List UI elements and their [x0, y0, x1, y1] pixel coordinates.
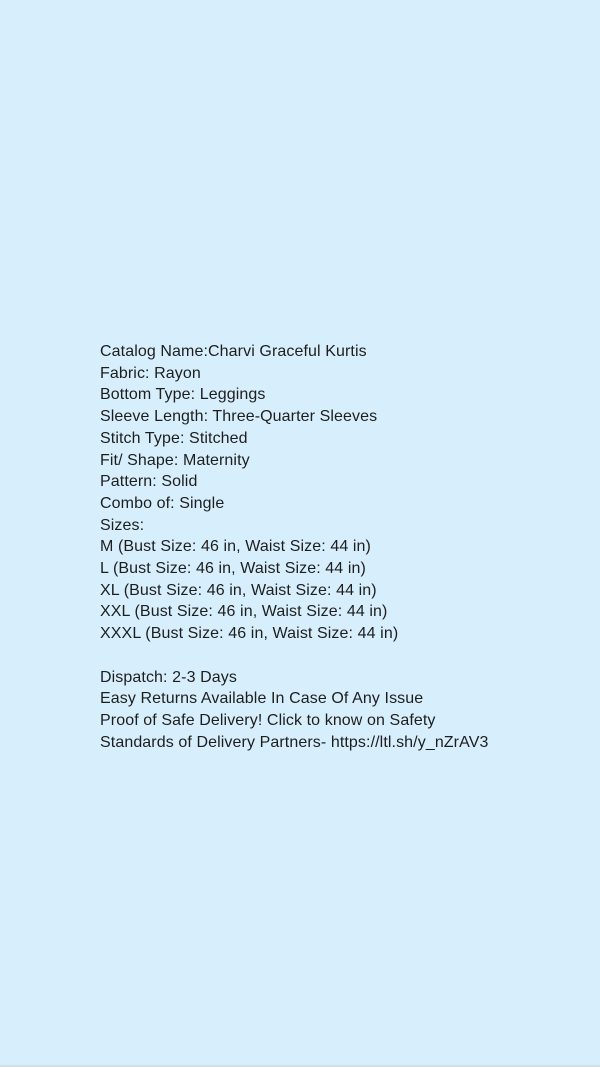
catalog-name-line: Catalog Name:Charvi Graceful Kurtis — [100, 343, 367, 360]
stitch-type-line: Stitch Type: Stitched — [100, 429, 248, 447]
bottom-type-line: Bottom Type: Leggings — [100, 386, 266, 404]
safety-link-line: Standards of Delivery Partners- https://ltl.sh/y_nZrAV3 — [100, 733, 489, 751]
sizes-heading-line: Sizes: — [100, 516, 145, 534]
fabric-line: Fabric: Rayon — [100, 364, 201, 382]
product-description-block — [100, 341, 570, 753]
fit-shape-line: Fit/ Shape: Maternity — [100, 451, 250, 469]
size-xxxl-line: XXXL (Bust Size: 46 in, Waist Size: 44 in) — [100, 625, 399, 643]
blank-line-separator — [100, 645, 570, 667]
easy-returns-line: Easy Returns Available In Case Of Any Issue — [100, 690, 424, 708]
size-l-line: L (Bust Size: 46 in, Waist Size: 44 in) — [100, 560, 366, 578]
dispatch-line: Dispatch: 2-3 Days — [100, 668, 237, 686]
sleeve-length-line: Sleeve Length: Three-Quarter Sleeves — [100, 408, 378, 426]
safe-delivery-line: Proof of Safe Delivery! Click to know on Safety — [100, 711, 436, 729]
size-xxl-line: XXL (Bust Size: 46 in, Waist Size: 44 in) — [100, 603, 388, 621]
pattern-line: Pattern: Solid — [100, 473, 198, 491]
size-xl-line: XL (Bust Size: 46 in, Waist Size: 44 in) — [100, 581, 377, 599]
size-m-line: M (Bust Size: 46 in, Waist Size: 44 in) — [100, 538, 371, 556]
combo-line: Combo of: Single — [100, 494, 225, 512]
